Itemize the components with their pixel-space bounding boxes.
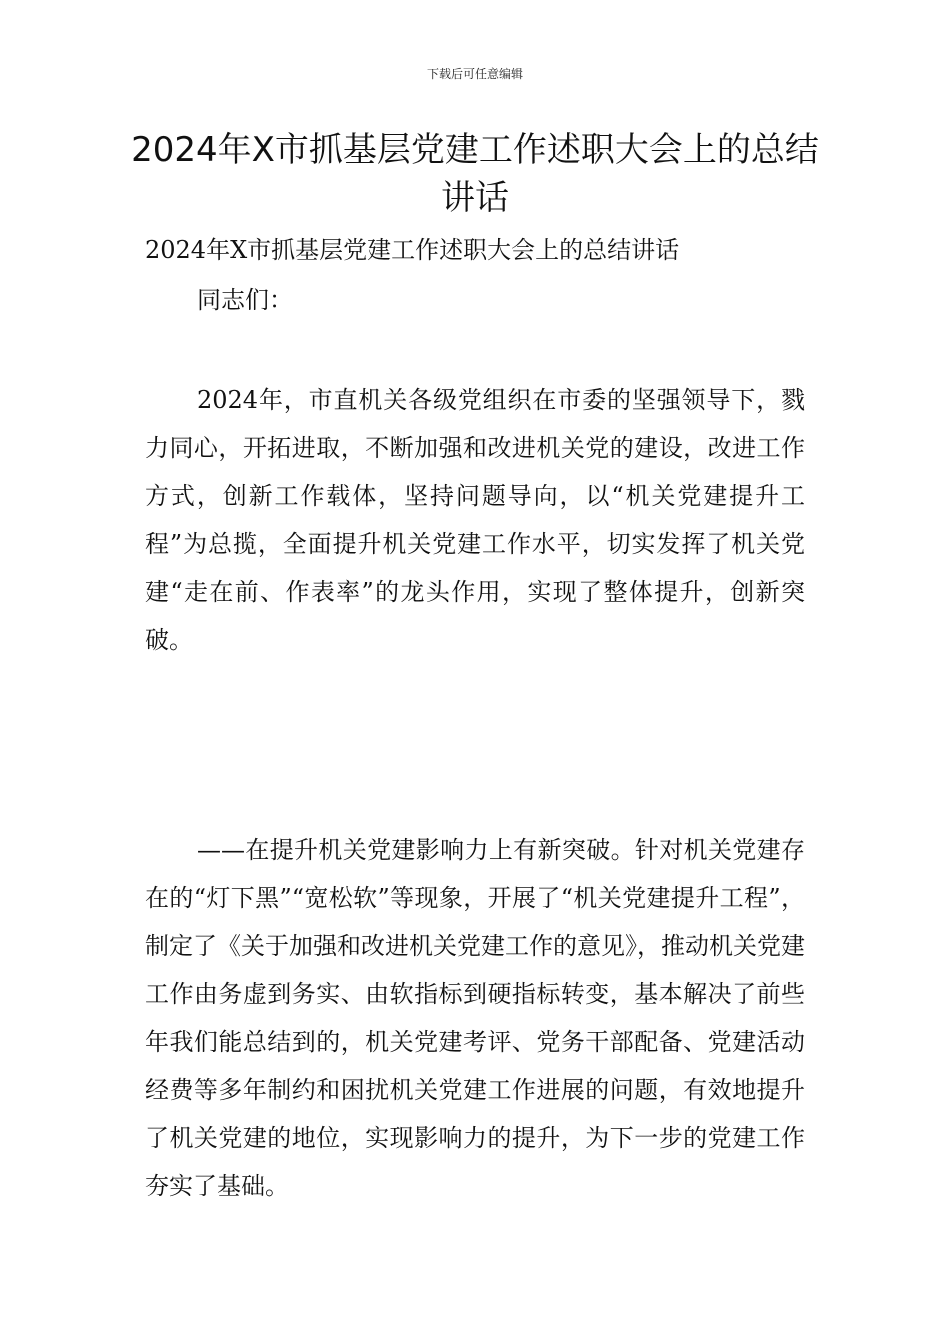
paragraph-2: ——在提升机关党建影响力上有新突破。针对机关党建存在的“灯下黑”“宽松软”等现象，开展了“机关党建提升工程”，制定了《关于加强和改进机关党建工作的意见》，推动机关党建工作由务虚到务实、由软指标到硬指标转变，基本解决了前些年我们能总结到的，机关党建考评、党务干部配备、党建活动经费等多年制约和困扰机关党建工作进展的问题，有效地提升了机关党建的地位，实现影响力的提升，为下一步的党建工作夯实了基础。 bbox=[145, 836, 805, 1200]
paragraph-1: 2024年，市直机关各级党组织在市委的坚强领导下，戮力同心，开拓进取，不断加强和改进机关党的建设，改进工作方式，创新工作载体，坚持问题导向，以“机关党建提升工程”为总揽，全面提升机关党建工作水平，切实发挥了机关党建“走在前、作表率”的龙头作用，实现了整体提升，创新突破。 bbox=[145, 386, 805, 654]
document-title: 2024年X市抓基层党建工作述职大会上的总结讲话 bbox=[131, 130, 819, 218]
salutation: 同志们： bbox=[197, 286, 293, 314]
header-note: 下载后可任意编辑 bbox=[426, 67, 523, 81]
document-subtitle: 2024年X市抓基层党建工作述职大会上的总结讲话 bbox=[145, 236, 680, 264]
